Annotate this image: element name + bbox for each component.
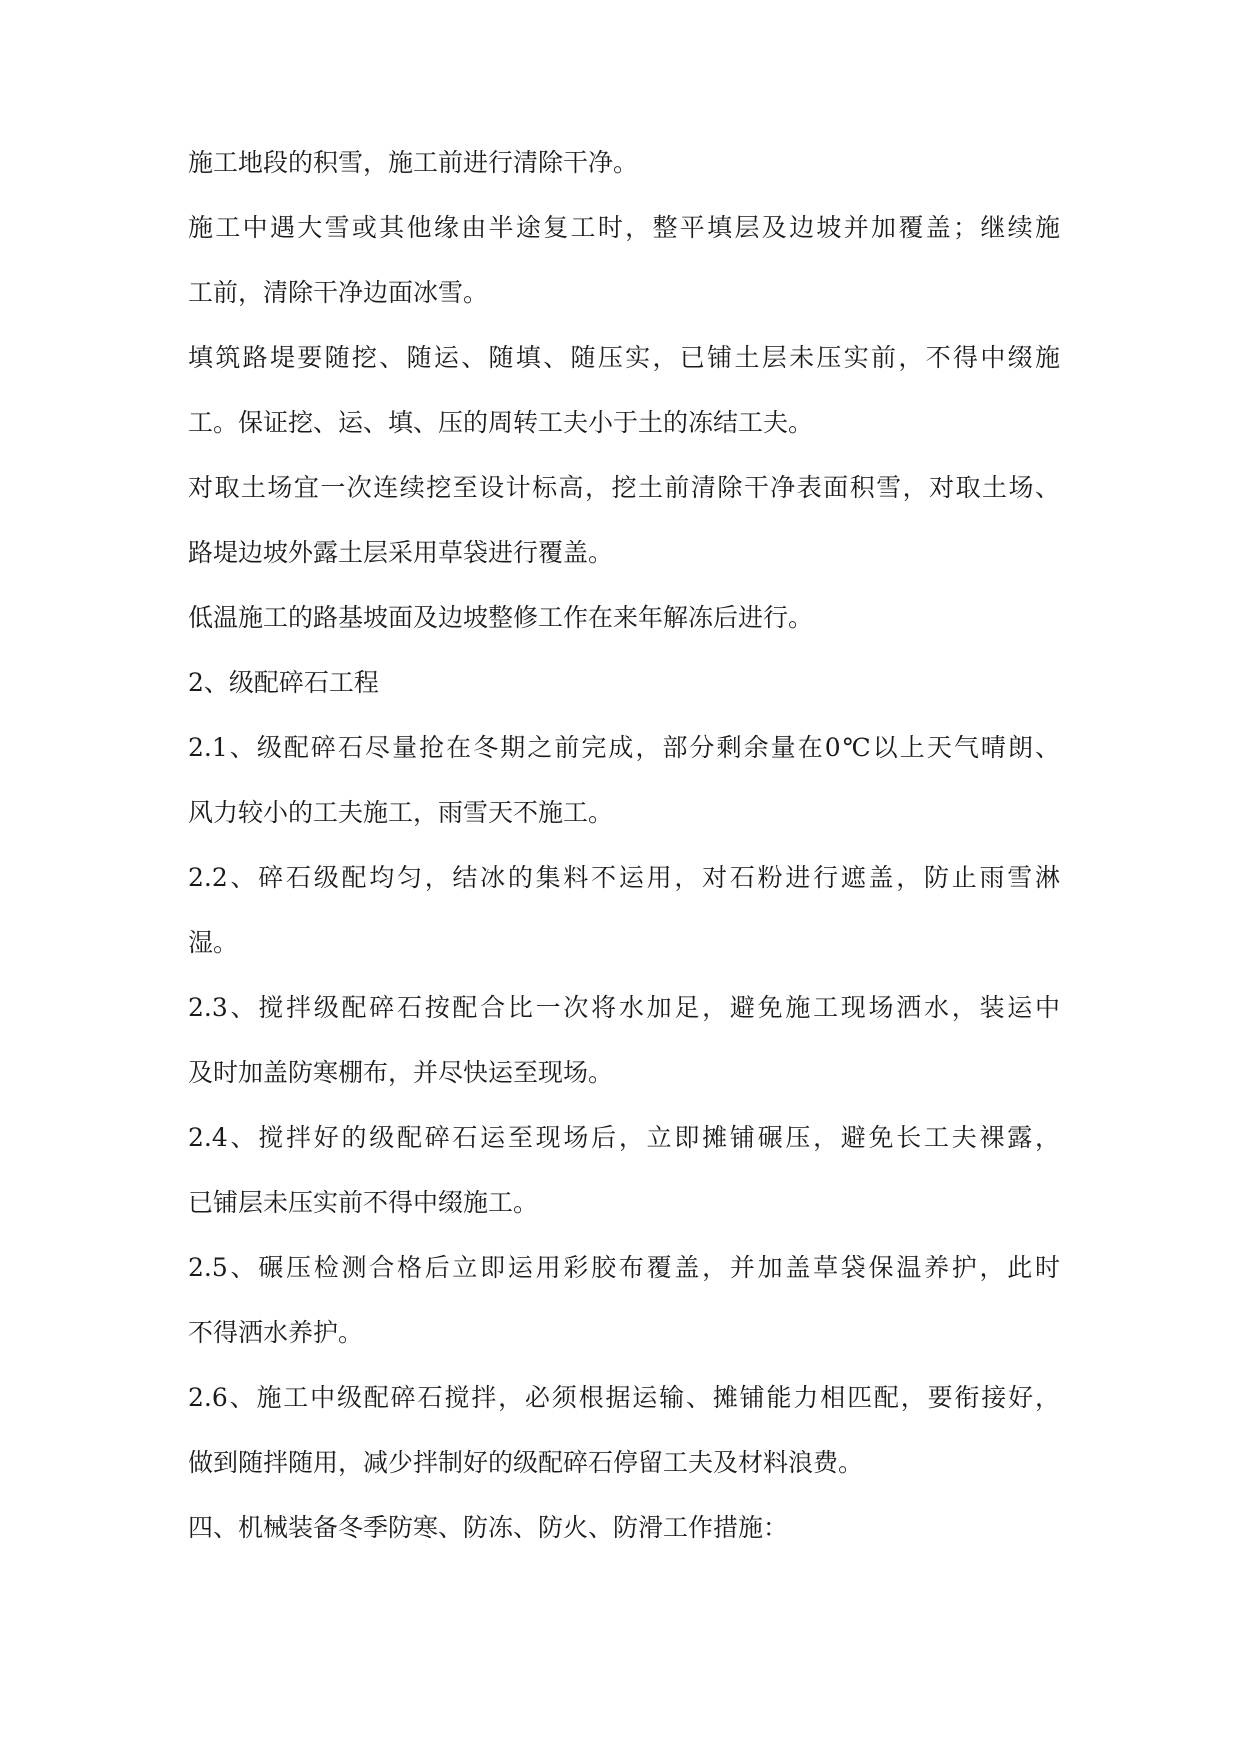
text-line: 风力较小的工夫施工，雨雪天不施工。 <box>188 798 614 827</box>
text-line: 不得洒水养护。 <box>188 1318 364 1347</box>
text-line: 做到随拌随用，减少拌制好的级配碎石停留工夫及材料浪费。 <box>188 1448 864 1477</box>
text-line: 2.2、碎石级配均匀，结冰的集料不运用，对石粉进行遮盖，防止雨雪淋 <box>188 863 1060 892</box>
text-line: 2.6、施工中级配碎石搅拌，必须根据运输、摊铺能力相匹配，要衔接好， <box>188 1383 1060 1412</box>
text-line: 施工中遇大雪或其他缘由半途复工时，整平填层及边坡并加覆盖；继续施 <box>188 213 1060 242</box>
text-line: 低温施工的路基坡面及边坡整修工作在来年解冻后进行。 <box>188 603 814 632</box>
section-heading: 2、级配碎石工程 <box>188 668 379 697</box>
section-heading: 四、机械装备冬季防寒、防冻、防火、防滑工作措施： <box>188 1513 789 1542</box>
text-line: 2.3、搅拌级配碎石按配合比一次将水加足，避免施工现场洒水，装运中 <box>188 993 1060 1022</box>
text-line: 工前，清除干净边面冰雪。 <box>188 278 489 307</box>
text-line: 2.4、搅拌好的级配碎石运至现场后，立即摊铺碾压，避免长工夫裸露， <box>188 1123 1060 1152</box>
document-body <box>188 130 1060 1560</box>
text-line: 2.5、碾压检测合格后立即运用彩胶布覆盖，并加盖草袋保温养护，此时 <box>188 1253 1060 1282</box>
text-line: 已铺层未压实前不得中缀施工。 <box>188 1188 539 1217</box>
text-line: 湿。 <box>188 928 239 957</box>
text-line: 路堤边坡外露土层采用草袋进行覆盖。 <box>188 538 614 567</box>
text-line: 填筑路堤要随挖、随运、随填、随压实，已铺土层未压实前，不得中缀施 <box>188 343 1060 372</box>
text-line: 施工地段的积雪，施工前进行清除干净。 <box>188 148 639 177</box>
text-line: 2.1、级配碎石尽量抢在冬期之前完成，部分剩余量在0℃以上天气晴朗、 <box>188 733 1060 762</box>
text-line: 对取土场宜一次连续挖至设计标高，挖土前清除干净表面积雪，对取土场、 <box>188 473 1060 502</box>
text-line: 及时加盖防寒棚布，并尽快运至现场。 <box>188 1058 614 1087</box>
text-line: 工。保证挖、运、填、压的周转工夫小于土的冻结工夫。 <box>188 408 814 437</box>
